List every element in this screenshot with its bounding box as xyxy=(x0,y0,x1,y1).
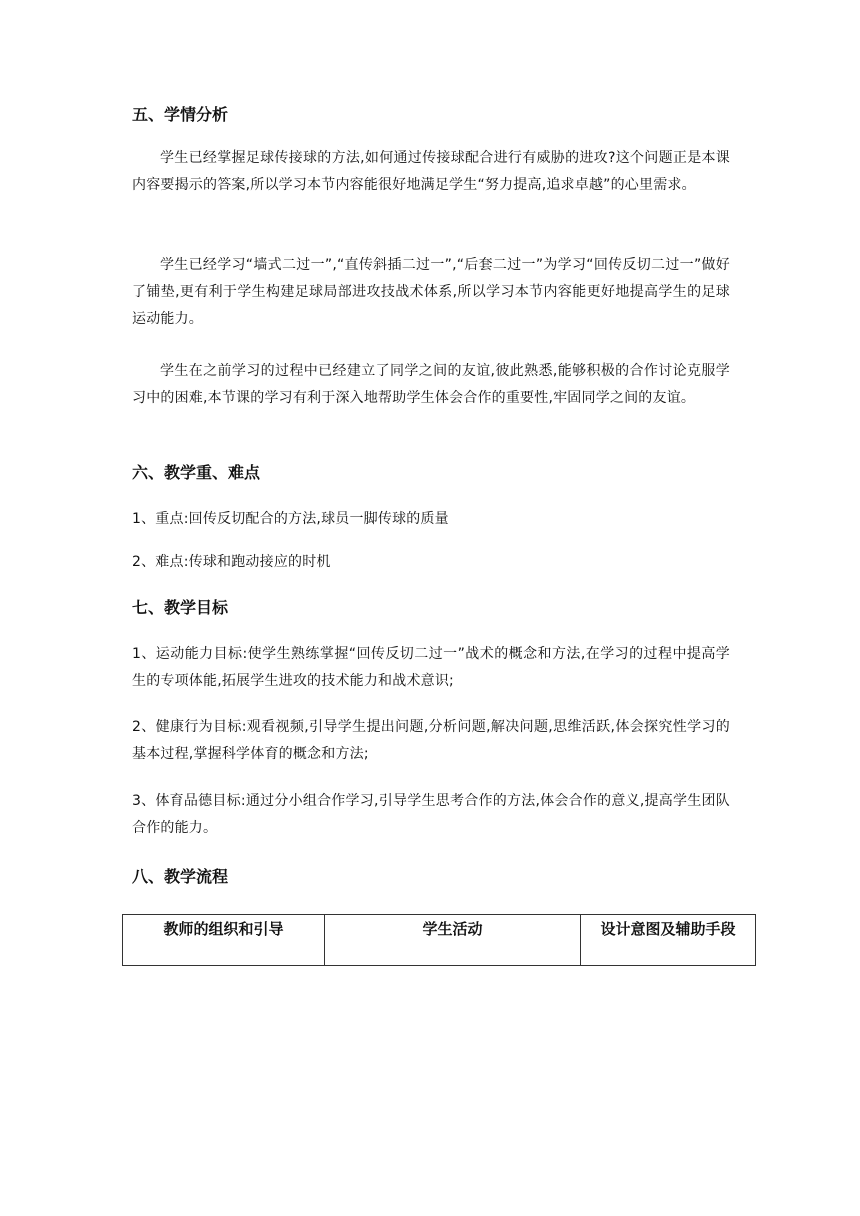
paragraph: 学生在之前学习的过程中已经建立了同学之间的友谊,彼此熟悉,能够积极的合作讨论克服学习中的困难,本节课的学习有利于深入地帮助学生体会合作的重要性,牢固同学之间的友谊。 xyxy=(132,363,730,406)
table-header-cell: 设计意图及辅助手段 xyxy=(581,915,756,966)
list-item: 1、运动能力目标:使学生熟练掌握“回传反切二过一”战术的概念和方法,在学习的过程中提高学生的专项体能,拓展学生进攻的技术能力和战术意识; xyxy=(132,646,730,689)
paragraph: 学生已经掌握足球传接球的方法,如何通过传接球配合进行有威胁的进攻?这个问题正是本课内容要揭示的答案,所以学习本节内容能很好地满足学生“努力提高,追求卓越”的心里需求。 xyxy=(132,150,730,193)
list-item: 3、体育品德目标:通过分小组合作学习,引导学生思考合作的方法,体会合作的意义,提高学生团队合作的能力。 xyxy=(132,793,730,836)
list-item: 2、难点:传球和跑动接应的时机 xyxy=(132,554,331,570)
list-item: 1、重点:回传反切配合的方法,球员一脚传球的质量 xyxy=(132,511,449,527)
section-heading-process: 八、教学流程 xyxy=(132,867,229,886)
paragraph: 学生已经学习“墙式二过一”,“直传斜插二过一”,“后套二过一”为学习“回传反切二过一”做好了铺垫,更有利于学生构建足球局部进攻技战术体系,所以学习本节内容能更好地提高学生的足球运动能力。 xyxy=(132,257,730,327)
section-heading-objectives: 七、教学目标 xyxy=(132,598,229,617)
section-heading-learner-analysis: 五、学情分析 xyxy=(132,105,229,124)
table-header-row xyxy=(123,915,756,966)
list-item: 2、健康行为目标:观看视频,引导学生提出问题,分析问题,解决问题,思维活跃,体会探究性学习的基本过程,掌握科学体育的概念和方法; xyxy=(132,719,730,762)
table-header-cell: 学生活动 xyxy=(325,915,581,966)
teaching-process-table xyxy=(122,914,756,966)
table-header-cell: 教师的组织和引导 xyxy=(123,915,325,966)
section-heading-key-points: 六、教学重、难点 xyxy=(132,463,261,482)
